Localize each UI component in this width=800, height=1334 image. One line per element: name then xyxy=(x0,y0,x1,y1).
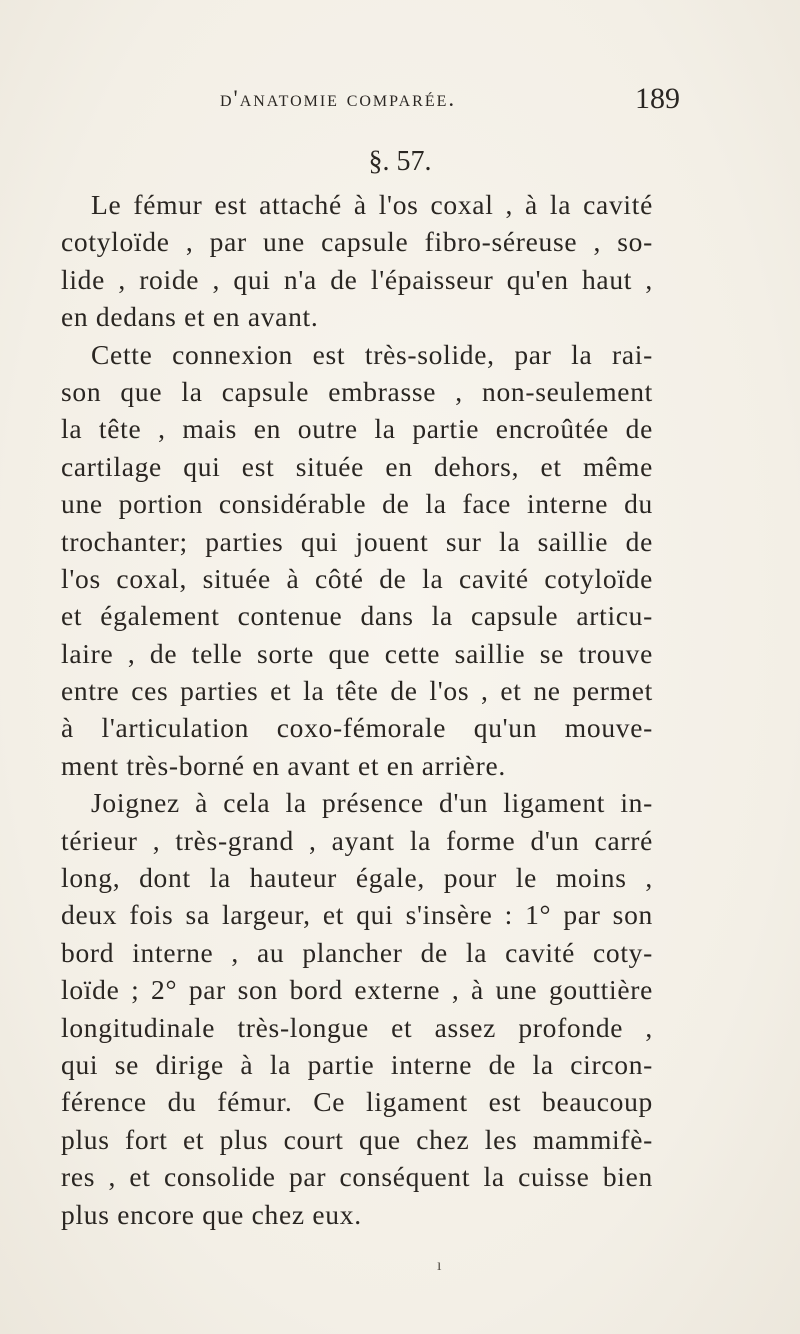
running-title: d'anatomie comparée. xyxy=(220,86,457,111)
text-line: loïde ; 2° par son bord externe , à une gouttière xyxy=(61,974,653,1006)
text-line: cartilage qui est située en dehors, et même xyxy=(61,450,653,482)
text-line: plus fort et plus court que chez les mammifè- xyxy=(61,1123,653,1155)
section-heading: §. 57. xyxy=(368,146,432,177)
text-line: qui se dirige à la partie interne de la circon- xyxy=(61,1048,653,1080)
text-line: en dedans et en avant. xyxy=(61,301,319,333)
page-number: 189 xyxy=(635,82,680,115)
text-line: entre ces parties et la tête de l'os , et ne permet xyxy=(61,675,653,707)
text-line: à l'articulation coxo-fémorale qu'un mouve- xyxy=(61,712,653,744)
text-line: lide , roide , qui n'a de l'épaisseur qu'en haut , xyxy=(61,263,653,295)
text-line: cotyloïde , par une capsule fibro-séreuse , so- xyxy=(61,226,653,258)
text-line: trochanter; parties qui jouent sur la saillie de xyxy=(61,525,653,557)
text-line: et également contenue dans la capsule articu- xyxy=(61,600,653,632)
text-line: l'os coxal, située à côté de la cavité cotyloïde xyxy=(61,562,653,594)
text-line: son que la capsule embrasse , non-seulement xyxy=(61,375,653,407)
text-line: Joignez à cela la présence d'un ligament in- xyxy=(91,787,653,819)
text-line: plus encore que chez eux. xyxy=(61,1198,362,1230)
text-line: Le fémur est attaché à l'os coxal , à la cavité xyxy=(91,189,653,220)
text-line: bord interne , au plancher de la cavité coty- xyxy=(61,936,653,968)
text-line: térieur , très-grand , ayant la forme d'un carré xyxy=(61,824,653,856)
text-line: férence du fémur. Ce ligament est beaucoup xyxy=(61,1086,653,1118)
text-line: la tête , mais en outre la partie encroûtée de xyxy=(61,413,653,445)
text-line: laire , de telle sorte que cette saillie se trouve xyxy=(61,637,653,669)
text-line: une portion considérable de la face interne du xyxy=(61,488,653,520)
signature-mark: ı xyxy=(437,1257,442,1274)
text-line: long, dont la hauteur égale, pour le moins , xyxy=(61,862,653,894)
text-line: res , et consolide par conséquent la cuisse bien xyxy=(61,1161,653,1193)
running-head xyxy=(220,82,680,122)
text-line: ment très-borné en avant et en arrière. xyxy=(61,749,506,781)
body-text xyxy=(61,186,653,1233)
text-line: longitudinale très-longue et assez profonde , xyxy=(61,1011,653,1043)
text-line: deux fois sa largeur, et qui s'insère : 1° par son xyxy=(61,899,653,931)
text-line: Cette connexion est très-solide, par la rai- xyxy=(91,338,653,370)
